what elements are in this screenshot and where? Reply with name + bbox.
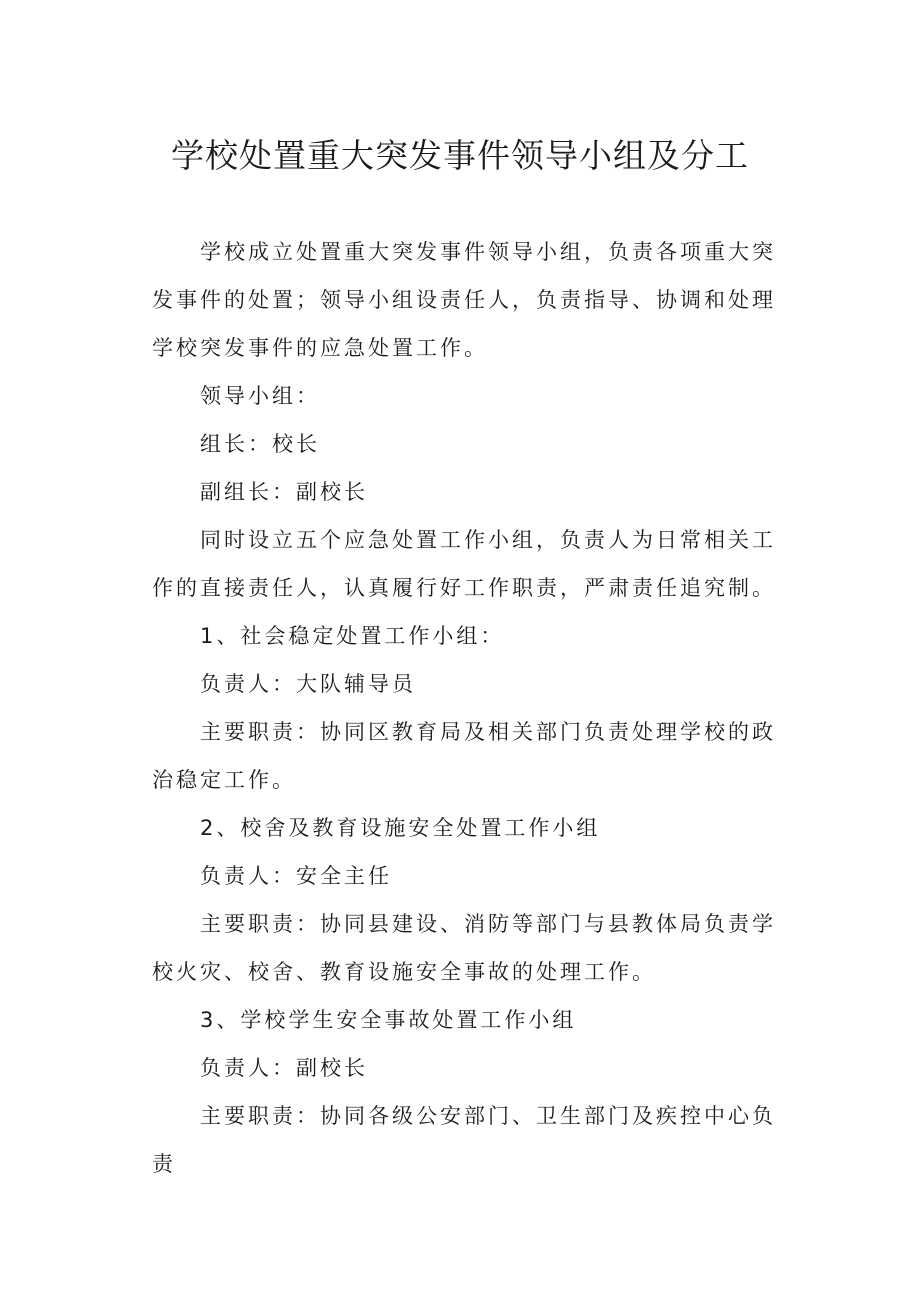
paragraph-intro: 学校成立处置重大突发事件领导小组，负责各项重大突发事件的处置；领导小组设责任人，负责指导、协调和处理学校突发事件的应急处置工作。	[152, 240, 776, 360]
paragraph-group-2-person: 负责人：安全主任	[200, 864, 392, 888]
document-body	[152, 228, 792, 1188]
paragraph-group-3-person: 负责人：副校长	[200, 1056, 368, 1080]
paragraph-group-3-duty: 主要职责：协同各级公安部门、卫生部门及疾控中心负责	[152, 1104, 776, 1176]
paragraph-group-1-person: 负责人：大队辅导员	[200, 672, 416, 696]
paragraph-working-groups: 同时设立五个应急处置工作小组，负责人为日常相关工作的直接责任人，认真履行好工作职责，严肃责任追究制。	[152, 528, 776, 600]
paragraph-group-3-heading: 3、学校学生安全事故处置工作小组	[200, 1008, 577, 1032]
paragraph-leader: 组长：校长	[200, 432, 320, 456]
paragraph-group-2-duty: 主要职责：协同县建设、消防等部门与县教体局负责学校火灾、校舍、教育设施安全事故的处理工作。	[152, 912, 776, 984]
paragraph-group-1-heading: 1、社会稳定处置工作小组：	[200, 624, 505, 648]
paragraph-deputy-leader: 副组长：副校长	[200, 480, 368, 504]
paragraph-group-2-heading: 2、校舍及教育设施安全处置工作小组	[200, 816, 601, 840]
paragraph-leadership-heading: 领导小组：	[200, 384, 320, 408]
paragraph-group-1-duty: 主要职责：协同区教育局及相关部门负责处理学校的政治稳定工作。	[152, 720, 776, 792]
document-title: 学校处置重大突发事件领导小组及分工	[171, 136, 749, 175]
